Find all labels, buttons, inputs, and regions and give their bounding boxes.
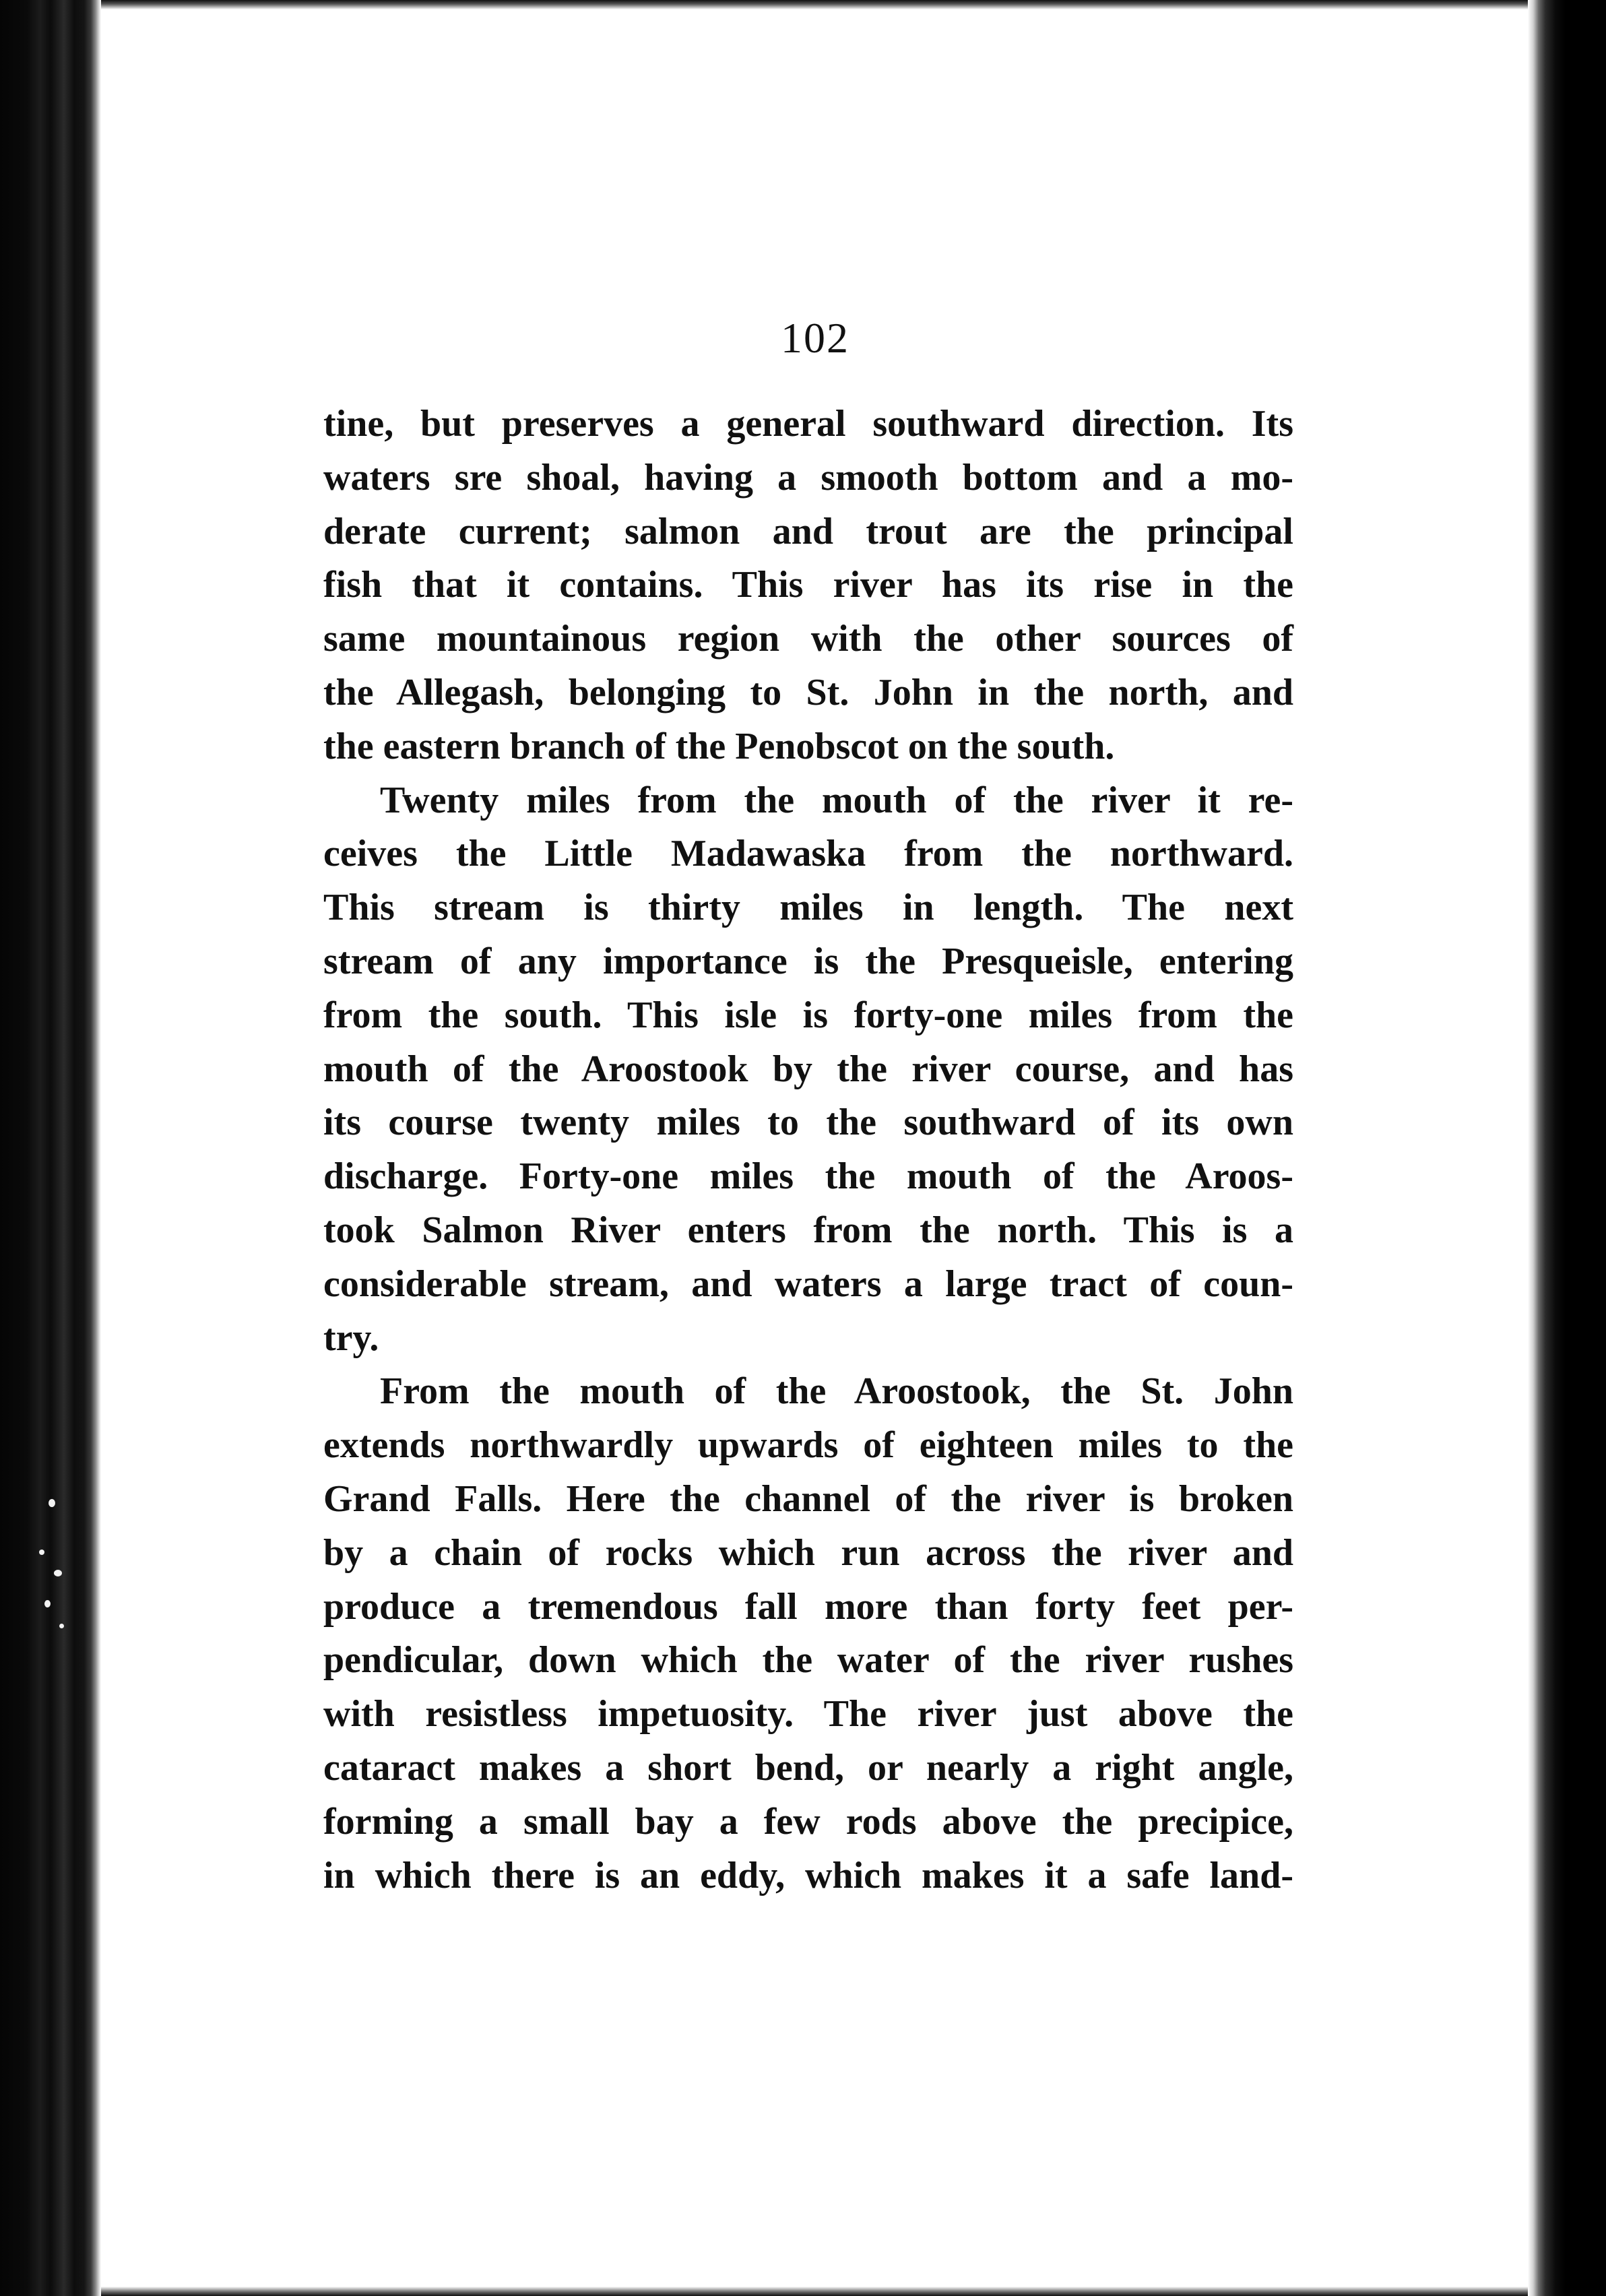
text-line: extends northwardly upwards of eighteen miles to the: [323, 1424, 1293, 1467]
right-binding-edge: [1512, 0, 1606, 2296]
text-line: From the mouth of the Aroostook, the St. John: [380, 1370, 1293, 1413]
paragraph-2: [323, 774, 1293, 1366]
bottom-page-edge: [101, 2287, 1528, 2296]
paragraph-1: [323, 397, 1293, 774]
paragraph-3: [323, 1365, 1293, 1903]
text-line: try.: [323, 1316, 379, 1359]
text-line: fish that it contains. This river has its rise in the: [323, 564, 1293, 606]
text-line: took Salmon River enters from the north. This is a: [323, 1209, 1293, 1251]
text-line: same mountainous region with the other sources of: [323, 618, 1293, 660]
text-line: This stream is thirty miles in length. The next: [323, 887, 1293, 929]
text-line: tine, but preserves a general southward direction. Its: [323, 403, 1293, 445]
text-line: from the south. This isle is forty-one miles from the: [323, 994, 1293, 1036]
top-page-edge: [101, 0, 1528, 9]
text-line: by a chain of rocks which run across the river and: [323, 1531, 1293, 1574]
text-line: Twenty miles from the mouth of the river it re-: [380, 779, 1293, 821]
text-line: the eastern branch of the Penobscot on the south.: [323, 725, 1115, 767]
text-line: ceives the Little Madawaska from the northward.: [323, 833, 1293, 875]
text-line: in which there is an eddy, which makes it a safe land-: [323, 1854, 1293, 1896]
text-line: with resistless impetuosity. The river just above the: [323, 1693, 1293, 1735]
page-number: 102: [781, 314, 849, 362]
left-binding-edge: [0, 0, 101, 2296]
text-line: the Allegash, belonging to St. John in the north, and: [323, 671, 1293, 713]
text-line: discharge. Forty-one miles the mouth of the Aroos-: [323, 1155, 1293, 1198]
text-line: derate current; salmon and trout are the principal: [323, 510, 1293, 552]
text-line: considerable stream, and waters a large tract of coun-: [323, 1263, 1293, 1305]
text-line: forming a small bay a few rods above the precipice,: [323, 1800, 1293, 1843]
text-line: produce a tremendous fall more than forty feet per-: [323, 1585, 1293, 1628]
text-line: cataract makes a short bend, or nearly a right angle,: [323, 1746, 1293, 1789]
text-line: mouth of the Aroostook by the river course, and has: [323, 1048, 1293, 1090]
text-line: its course twenty miles to the southward of its own: [323, 1102, 1293, 1144]
text-line: waters sre shoal, having a smooth bottom and a mo-: [323, 456, 1293, 499]
body-text: [323, 397, 1293, 1903]
text-line: Grand Falls. Here the channel of the river is broken: [323, 1477, 1293, 1520]
text-line: pendicular, down which the water of the river rushes: [323, 1639, 1293, 1682]
text-line: stream of any importance is the Presqueisle, entering: [323, 940, 1293, 982]
